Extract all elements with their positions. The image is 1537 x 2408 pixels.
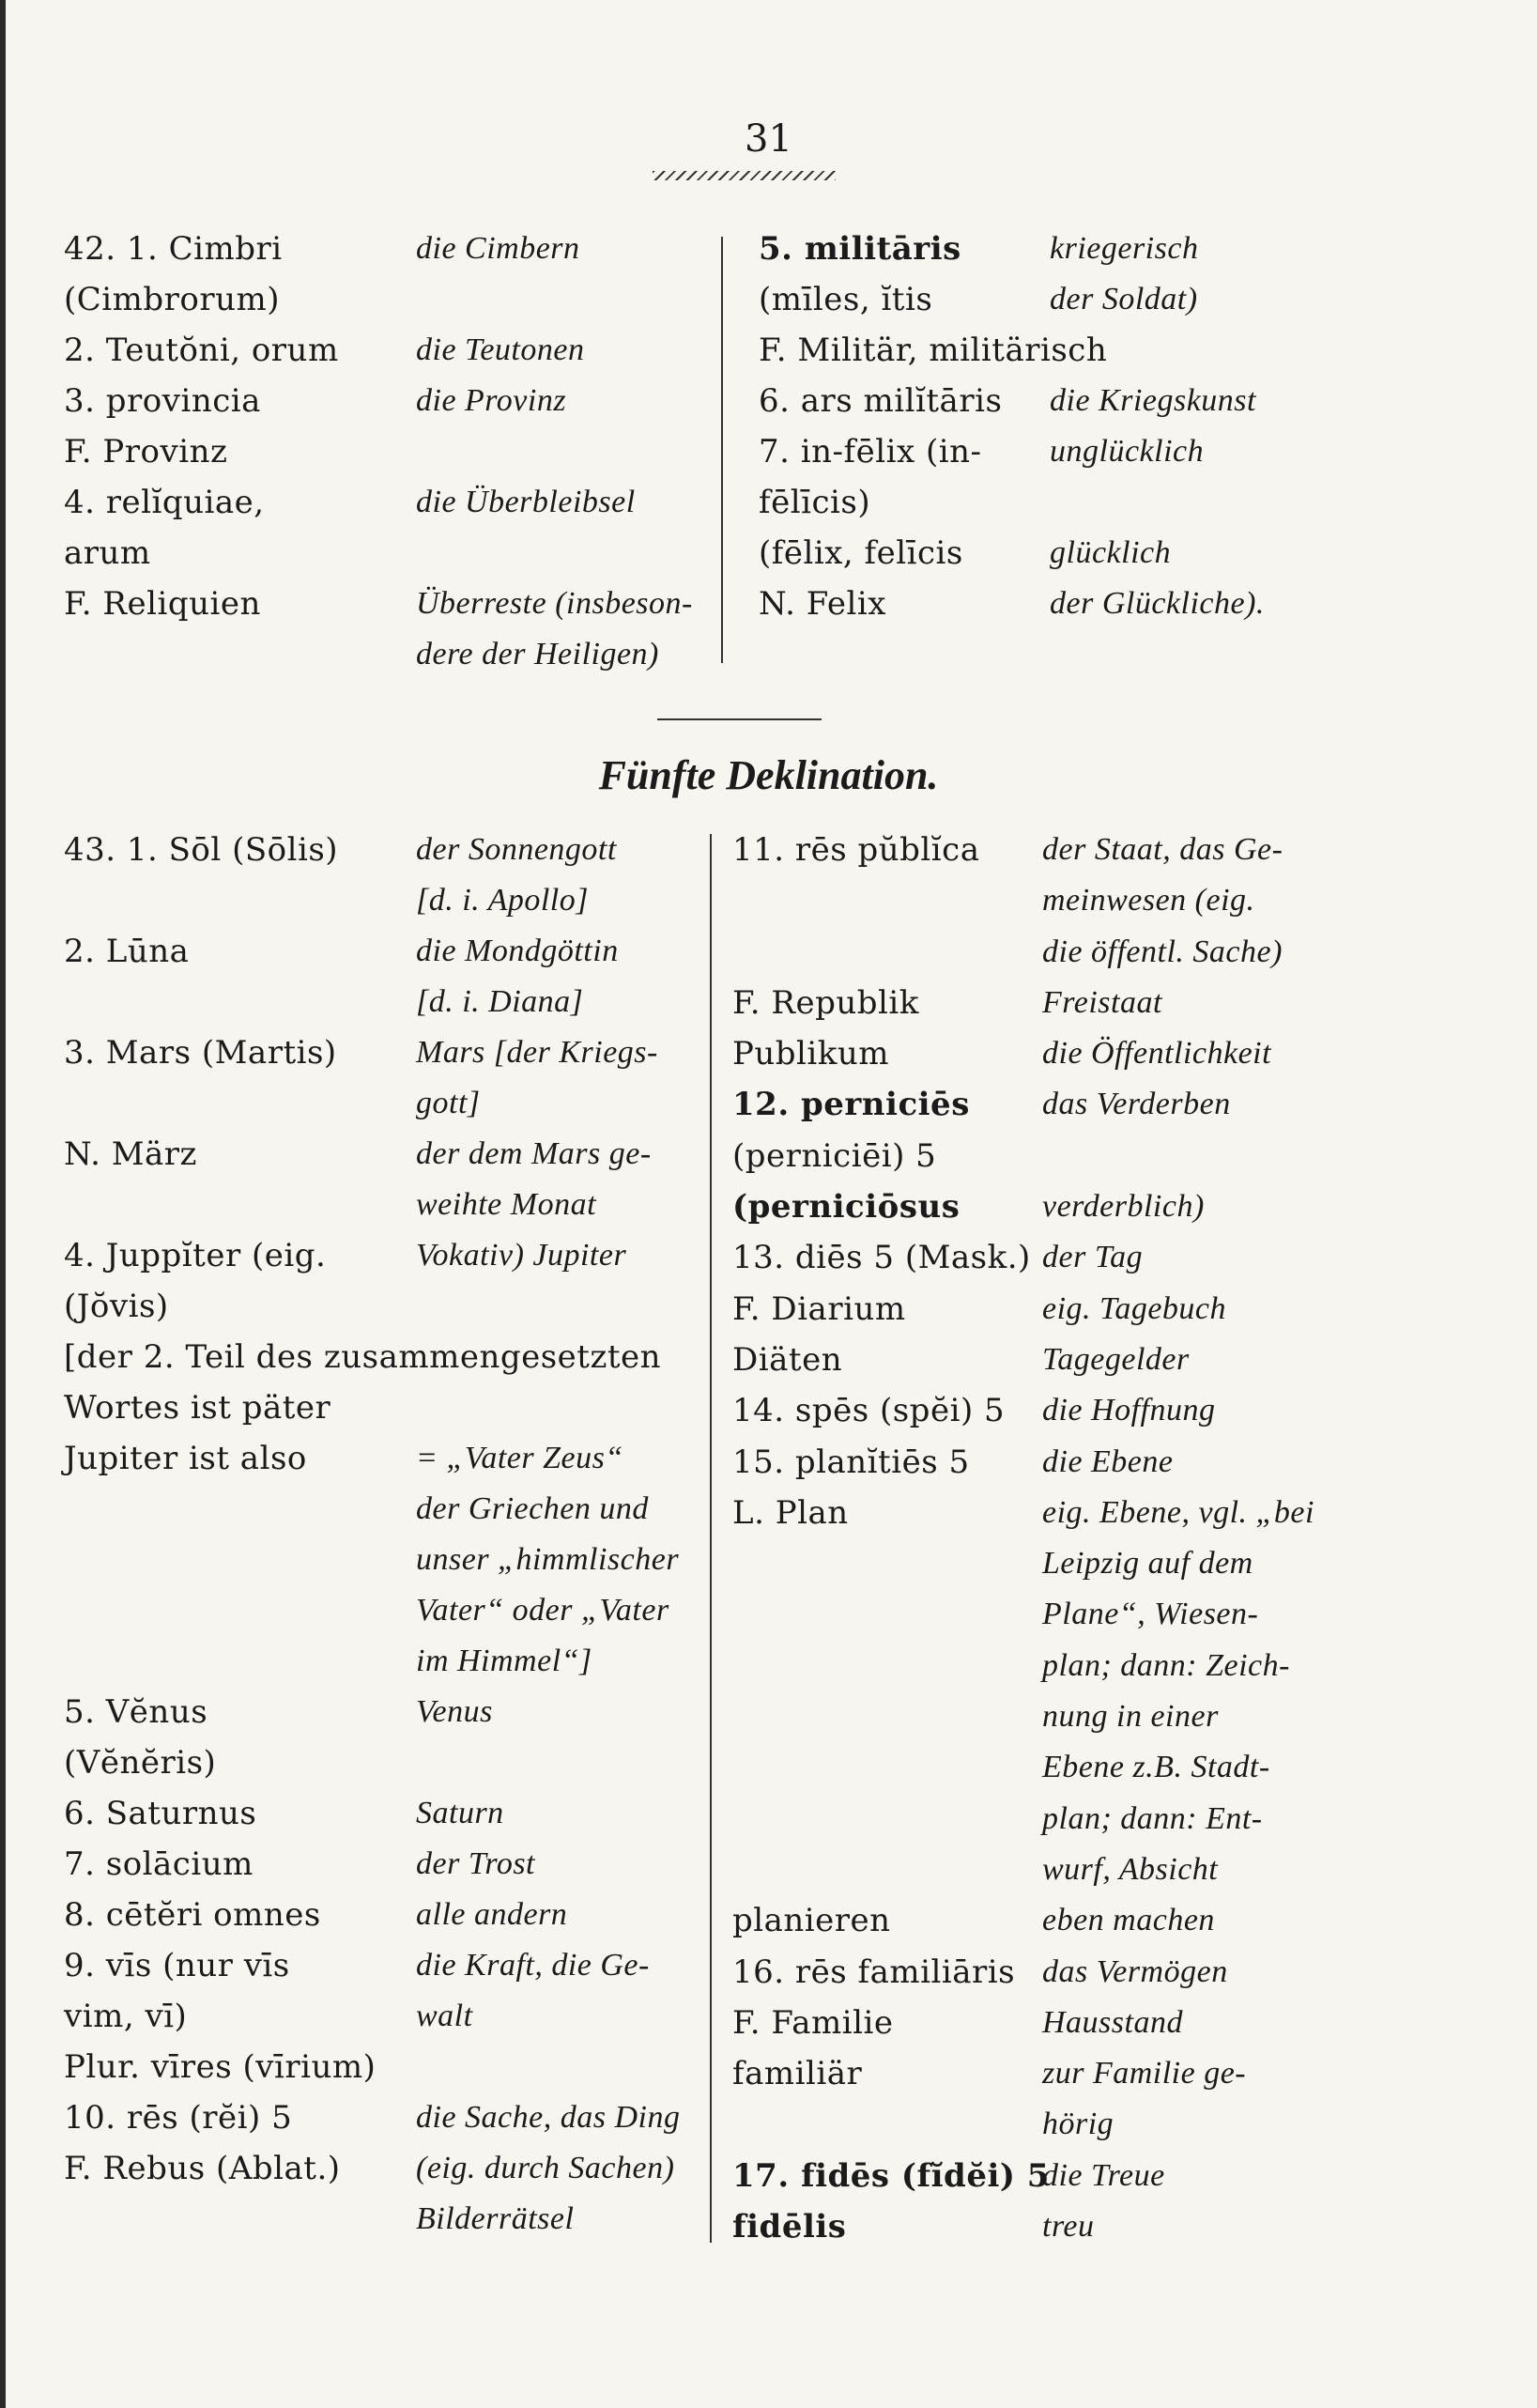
german-translation: der Trost [416, 1846, 536, 1881]
latin-term: 13. diēs 5 (Mask.) [732, 1239, 1031, 1277]
german-translation: nung in einer [1042, 1699, 1219, 1735]
german-translation: kriegerisch [1050, 231, 1199, 266]
latin-term: [der 2. Teil des zusammengesetzten [64, 1338, 662, 1376]
german-translation: Vater“ oder „Vater [416, 1593, 669, 1628]
latin-term: F. Diarium [732, 1289, 906, 1328]
latin-term: 3. provincia [64, 382, 261, 420]
german-translation: der Griechen und [416, 1491, 649, 1526]
latin-term: (Cimbrorum) [64, 281, 281, 318]
german-translation: Venus [416, 1694, 493, 1729]
german-translation: die Teutonen [416, 332, 585, 367]
german-translation: die Cimbern [416, 231, 580, 266]
german-translation: gott] [416, 1086, 481, 1120]
german-translation: wurf, Absicht [1042, 1851, 1219, 1887]
latin-term: 42. 1. Cimbri [64, 230, 283, 268]
latin-term: (fēlix, felīcis [759, 534, 963, 572]
german-translation: die Kraft, die Ge- [416, 1948, 650, 1983]
german-translation: die Ebene [1042, 1443, 1174, 1479]
latin-term: 6. Saturnus [64, 1795, 257, 1832]
latin-term: Publikum [732, 1035, 890, 1073]
latin-term: fidēlis [732, 2208, 847, 2246]
german-translation: Hausstand [1042, 2004, 1183, 2040]
german-translation: der Tag [1042, 1240, 1144, 1275]
latin-term: 2. Teutŏni, orum [64, 332, 339, 369]
latin-term: 6. ars milĭtāris [759, 382, 1003, 420]
latin-term: Plur. vīres (vīrium) [64, 2048, 377, 2086]
latin-term: 5. militāris [759, 230, 961, 268]
german-translation: Plane“, Wiesen- [1042, 1597, 1259, 1632]
german-translation: Mars [der Kriegs- [416, 1035, 658, 1070]
latin-term: 14. spēs (spĕi) 5 [732, 1392, 1006, 1430]
latin-term: F. Reliquien [64, 585, 261, 623]
german-translation: glücklich [1050, 535, 1172, 570]
german-translation: Überreste (insbeson- [416, 586, 693, 621]
german-translation: der dem Mars ge- [416, 1136, 652, 1171]
german-translation: die Öffentlichkeit [1042, 1036, 1272, 1072]
german-translation: im Himmel“] [416, 1644, 592, 1678]
latin-term: Wortes ist päter [64, 1389, 331, 1427]
german-translation: Tagegelder [1042, 1341, 1190, 1377]
german-translation: [d. i. Apollo] [416, 883, 589, 918]
german-translation: plan; dann: Zeich- [1042, 1647, 1290, 1683]
latin-term: F. Familie [732, 2003, 894, 2042]
german-translation: der Glückliche). [1050, 586, 1265, 621]
german-translation: der Staat, das Ge- [1042, 832, 1283, 867]
german-translation: Leipzig auf dem [1042, 1546, 1253, 1582]
latin-term: F. Provinz [64, 433, 228, 471]
column-divider-43 [710, 834, 712, 2243]
german-translation: Vokativ) Jupiter [416, 1238, 627, 1273]
german-translation: die Sache, das Ding [416, 2100, 681, 2135]
german-translation: eig. Tagebuch [1042, 1290, 1227, 1326]
latin-term: 16. rēs familiāris [732, 1953, 1016, 1991]
latin-term: 43. 1. Sōl (Sōlis) [64, 831, 339, 869]
latin-term: 3. Mars (Martis) [64, 1034, 337, 1072]
german-translation: die Hoffnung [1042, 1393, 1216, 1428]
german-translation: verderblich) [1042, 1189, 1205, 1225]
latin-term: 4. relĭquiae, [64, 484, 265, 521]
latin-term: (perniciēi) 5 [732, 1136, 937, 1175]
latin-term: (Vĕnĕris) [64, 1744, 217, 1782]
latin-term: 2. Lūna [64, 933, 190, 970]
german-translation: die Kriegskunst [1050, 383, 1256, 418]
german-translation: Ebene z.B. Stadt- [1042, 1750, 1270, 1785]
latin-term: (perniciōsus [732, 1188, 961, 1227]
latin-term: F. Rebus (Ablat.) [64, 2150, 341, 2187]
latin-term: planieren [732, 1902, 891, 1940]
latin-term: vim, vī) [64, 1998, 188, 2035]
latin-term: Diäten [732, 1340, 843, 1379]
german-translation: der Soldat) [1050, 282, 1198, 316]
latin-term: F. Militär, militärisch [759, 332, 1108, 369]
german-translation: Freistaat [1042, 984, 1162, 1020]
latin-term: arum [64, 534, 151, 572]
latin-term: (Jŏvis) [64, 1288, 169, 1325]
section-separator [657, 718, 822, 720]
section-title: Fünfte Deklination. [598, 752, 939, 798]
german-translation: walt [416, 1999, 473, 2033]
german-translation: Bilderrätsel [416, 2201, 575, 2236]
german-translation: hörig [1042, 2107, 1114, 2142]
german-translation: treu [1042, 2209, 1095, 2245]
german-translation: meinwesen (eig. [1042, 883, 1255, 918]
latin-term: 7. solācium [64, 1845, 254, 1883]
german-translation: unser „himmlischer [416, 1542, 680, 1577]
german-translation: weihte Monat [416, 1187, 597, 1222]
latin-term: 11. rēs pŭblĭca [732, 831, 980, 869]
latin-term: 9. vīs (nur vīs [64, 1947, 290, 1984]
latin-term: 8. cētĕri omnes [64, 1896, 321, 1934]
latin-term: 15. planĭtiēs 5 [732, 1443, 970, 1481]
german-translation: [d. i. Diana] [416, 984, 584, 1019]
german-translation: unglücklich [1050, 434, 1205, 469]
german-translation: die Mondgöttin [416, 934, 619, 968]
latin-term: 7. in-fēlix (in- [759, 433, 982, 471]
german-translation: die öffentl. Sache) [1042, 934, 1283, 969]
page-edge [0, 0, 6, 2408]
german-translation: alle andern [416, 1897, 568, 1932]
german-translation: die Provinz [416, 383, 567, 418]
latin-term: 17. fidēs (fĭdĕi) 5 [732, 2156, 1050, 2195]
german-translation: Saturn [416, 1796, 504, 1830]
latin-term: 5. Vĕnus [64, 1693, 208, 1731]
german-translation: eben machen [1042, 1903, 1215, 1938]
german-translation: dere der Heiligen) [416, 637, 659, 671]
latin-term: 12. perniciēs [732, 1086, 970, 1124]
german-translation: die Überbleibsel [416, 485, 636, 519]
latin-term: fēlīcis) [759, 484, 871, 521]
german-translation: eig. Ebene, vgl. „bei [1042, 1494, 1314, 1530]
latin-term: (mīles, ĭtis [759, 281, 933, 318]
page-number: 31 [745, 117, 792, 161]
german-translation: das Vermögen [1042, 1953, 1228, 1989]
column-divider-42 [721, 237, 723, 663]
german-translation: der Sonnengott [416, 832, 617, 867]
german-translation: (eig. durch Sachen) [416, 2151, 675, 2185]
latin-term: 10. rēs (rĕi) 5 [64, 2099, 293, 2137]
german-translation: das Verderben [1042, 1087, 1231, 1122]
latin-term: 4. Juppĭter (eig. [64, 1237, 327, 1274]
german-translation: zur Familie ge- [1042, 2056, 1247, 2092]
latin-term: L. Plan [732, 1493, 849, 1532]
latin-term: Jupiter ist also [64, 1440, 307, 1477]
latin-term: familiär [732, 2055, 863, 2093]
german-translation: plan; dann: Ent- [1042, 1800, 1263, 1836]
latin-term: N. März [64, 1135, 197, 1173]
german-translation: = „Vater Zeus“ [416, 1441, 623, 1475]
page-number-ornament [653, 171, 836, 180]
latin-term: F. Republik [732, 983, 919, 1022]
latin-term: N. Felix [759, 585, 886, 623]
german-translation: die Treue [1042, 2157, 1165, 2193]
